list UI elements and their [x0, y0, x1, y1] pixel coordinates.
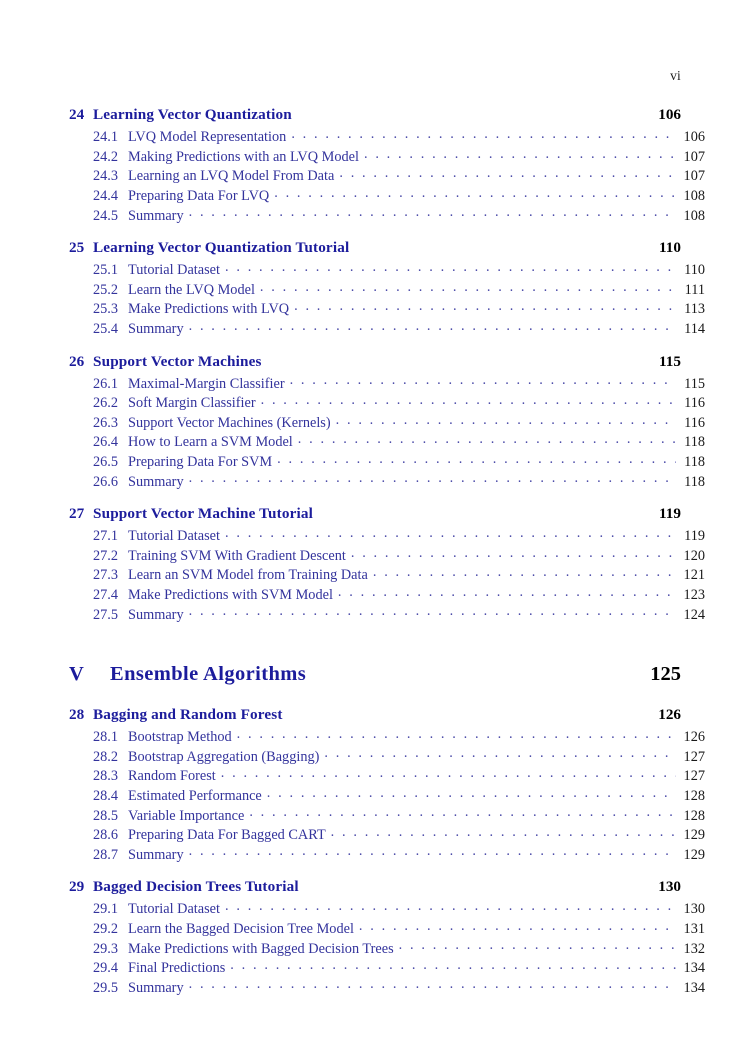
toc-section-entry-number: 29.4: [93, 960, 119, 977]
toc-section-entry[interactable]: [69, 844, 705, 864]
toc-section-entry-number: 29.5: [93, 979, 119, 996]
toc-section-entry-page-number: 108: [683, 188, 705, 205]
toc-chapter-entry-title: Support Vector Machine Tutorial: [93, 505, 313, 523]
table-of-contents: [69, 104, 705, 997]
toc-section-entry[interactable]: [69, 299, 705, 319]
toc-section-entry[interactable]: [69, 727, 705, 747]
toc-section-entry-title: Soft Margin Classifier: [128, 395, 256, 412]
toc-section-entry-number: 27.2: [93, 547, 119, 564]
toc-spacer: [69, 864, 681, 876]
dot-leader: [294, 299, 676, 313]
toc-section-entry-page-number: 114: [684, 321, 705, 338]
toc-section-entry[interactable]: [69, 373, 705, 393]
toc-chapter-entry-page-number: 115: [659, 352, 681, 370]
toc-section-entry[interactable]: [69, 746, 705, 766]
toc-chapter-entry-number: 25: [69, 239, 85, 257]
toc-section-entry-title: Final Predictions: [128, 960, 226, 977]
dot-leader: [318, 503, 649, 518]
dot-leader: [189, 471, 676, 485]
dot-leader: [399, 938, 676, 952]
dot-leader: [359, 919, 676, 933]
toc-section-entry-page-number: 116: [684, 395, 705, 412]
toc-section-entry-title: Summary: [128, 606, 184, 623]
toc-section-entry-number: 24.1: [93, 129, 119, 146]
toc-chapter-entry[interactable]: [69, 104, 681, 127]
toc-section-entry[interactable]: [69, 319, 705, 339]
toc-section-entry[interactable]: [69, 585, 705, 605]
toc-section-entry[interactable]: [69, 280, 705, 300]
toc-section-entry[interactable]: [69, 565, 705, 585]
toc-section-entry-page-number: 127: [683, 748, 705, 765]
toc-section-entry-page-number: 124: [683, 606, 705, 623]
toc-section-entry-number: 28.4: [93, 787, 119, 804]
toc-section-entry-number: 28.5: [93, 807, 119, 824]
toc-section-entry-page-number: 115: [684, 375, 705, 392]
toc-section-entry-title: Random Forest: [128, 768, 216, 785]
dot-leader: [351, 546, 676, 560]
toc-section-entry-title: Summary: [128, 321, 184, 338]
toc-section-entry-number: 28.3: [93, 768, 119, 785]
toc-section-entry-number: 29.2: [93, 920, 119, 937]
toc-chapter-entry-page-number: 106: [658, 106, 681, 124]
toc-section-entry-page-number: 113: [684, 301, 705, 318]
toc-section-entry-page-number: 127: [683, 768, 705, 785]
toc-section-entry-number: 26.1: [93, 375, 119, 392]
toc-section-entry-number: 26.2: [93, 395, 119, 412]
dot-leader: [339, 166, 676, 180]
toc-section-entry[interactable]: [69, 393, 705, 413]
toc-chapter-entry[interactable]: [69, 350, 681, 373]
toc-section-entry-page-number: 134: [683, 979, 705, 996]
toc-section-entry[interactable]: [69, 260, 705, 280]
dot-leader: [298, 432, 676, 446]
toc-section-entry-number: 26.5: [93, 454, 119, 471]
page-folio: vi: [670, 68, 681, 83]
toc-section-entry[interactable]: [69, 977, 705, 997]
toc-chapter-entry-title: Bagged Decision Trees Tutorial: [93, 878, 299, 896]
toc-section-entry-page-number: 107: [683, 148, 705, 165]
dot-leader: [221, 766, 676, 780]
dot-leader: [364, 147, 676, 161]
dot-leader: [267, 350, 649, 365]
toc-part-entry-number: V: [69, 663, 84, 686]
toc-section-entry-title: Making Predictions with an LVQ Model: [128, 148, 359, 165]
toc-section-entry-page-number: 123: [683, 586, 705, 603]
toc-section-entry-title: Maximal-Margin Classifier: [128, 375, 285, 392]
toc-section-entry-number: 28.7: [93, 846, 119, 863]
toc-section-entry-page-number: 128: [683, 787, 705, 804]
toc-section-entry-page-number: 120: [683, 547, 705, 564]
toc-chapter-entry-page-number: 110: [659, 239, 681, 257]
toc-section-entry-number: 28.2: [93, 748, 119, 765]
toc-chapter-entry-title: Support Vector Machines: [93, 352, 262, 370]
toc-spacer: [69, 225, 681, 237]
toc-chapter-entry-number: 29: [69, 878, 85, 896]
toc-section-entry[interactable]: [69, 546, 705, 566]
toc-section-entry-title: How to Learn a SVM Model: [128, 434, 293, 451]
toc-section-entry-title: Bootstrap Method: [128, 729, 232, 746]
toc-section-entry-number: 24.5: [93, 207, 119, 224]
toc-section-entry-title: Learn the Bagged Decision Tree Model: [128, 920, 354, 937]
toc-section-entry[interactable]: [69, 432, 705, 452]
dot-leader: [267, 786, 676, 800]
dot-leader: [230, 958, 676, 972]
toc-section-entry-page-number: 132: [683, 940, 705, 957]
toc-section-entry-page-number: 118: [684, 454, 705, 471]
toc-section-entry-title: Summary: [128, 979, 184, 996]
toc-chapter-entry-page-number: 130: [658, 878, 681, 896]
dot-leader: [225, 260, 676, 274]
toc-section-entry-title: Bootstrap Aggregation (Bagging): [128, 748, 320, 765]
toc-section-entry-page-number: 111: [684, 281, 705, 298]
toc-section-entry-title: Make Predictions with LVQ: [128, 301, 290, 318]
toc-section-entry[interactable]: [69, 604, 705, 624]
toc-section-entry-title: Summary: [128, 207, 184, 224]
toc-section-entry-page-number: 121: [683, 567, 705, 584]
toc-chapter-entry-title: Learning Vector Quantization Tutorial: [93, 239, 350, 257]
toc-section-entry-number: 27.4: [93, 586, 119, 603]
toc-section-entry[interactable]: [69, 805, 705, 825]
toc-chapter-entry[interactable]: [69, 876, 681, 899]
toc-chapter-entry-page-number: 126: [658, 706, 681, 724]
toc-section-entry[interactable]: [69, 205, 705, 225]
toc-section-entry-page-number: 129: [683, 827, 705, 844]
toc-section-entry-number: 26.3: [93, 414, 119, 431]
toc-section-entry-number: 26.6: [93, 473, 119, 490]
dot-leader: [274, 186, 676, 200]
dot-leader: [189, 205, 676, 219]
toc-section-entry-page-number: 107: [683, 168, 705, 185]
toc-section-entry-number: 24.4: [93, 188, 119, 205]
dot-leader: [331, 825, 676, 839]
dot-leader: [338, 585, 676, 599]
toc-section-entry[interactable]: [69, 166, 705, 186]
toc-section-entry-number: 27.5: [93, 606, 119, 623]
dot-leader: [189, 604, 676, 618]
toc-section-entry[interactable]: [69, 825, 705, 845]
toc-section-entry-number: 27.1: [93, 528, 119, 545]
toc-part-entry-page-number: 125: [650, 663, 681, 686]
dot-leader: [288, 704, 649, 719]
dot-leader: [290, 373, 676, 387]
dot-leader: [277, 452, 676, 466]
toc-section-entry-title: Support Vector Machines (Kernels): [128, 414, 331, 431]
toc-section-entry[interactable]: [69, 786, 705, 806]
toc-section-entry[interactable]: [69, 919, 705, 939]
toc-section-entry-title: Summary: [128, 846, 184, 863]
toc-section-entry-title: Summary: [128, 473, 184, 490]
toc-section-entry-page-number: 118: [684, 473, 705, 490]
toc-section-entry[interactable]: [69, 766, 705, 786]
dot-leader: [261, 393, 676, 407]
toc-section-entry-page-number: 108: [683, 207, 705, 224]
dot-leader: [324, 746, 676, 760]
dot-leader: [189, 977, 676, 991]
toc-section-entry[interactable]: [69, 471, 705, 491]
dot-leader: [354, 237, 649, 252]
toc-section-entry-number: 24.3: [93, 168, 119, 185]
toc-section-entry-title: Learn the LVQ Model: [128, 281, 255, 298]
dot-leader: [225, 899, 676, 913]
dot-leader: [297, 104, 649, 119]
toc-chapter-entry-title: Bagging and Random Forest: [93, 706, 283, 724]
toc-section-entry-number: 27.3: [93, 567, 119, 584]
toc-section-entry-number: 25.2: [93, 281, 119, 298]
toc-section-entry-title: LVQ Model Representation: [128, 129, 287, 146]
toc-chapter-entry-number: 24: [69, 106, 85, 124]
toc-section-entry-page-number: 118: [684, 434, 705, 451]
toc-chapter-entry[interactable]: [69, 503, 681, 526]
toc-section-entry-title: Make Predictions with Bagged Decision Trees: [128, 940, 394, 957]
dot-leader: [189, 319, 676, 333]
toc-chapter-entry-number: 27: [69, 505, 85, 523]
dot-leader: [237, 727, 676, 741]
toc-section-entry-number: 26.4: [93, 434, 119, 451]
toc-section-entry-title: Training SVM With Gradient Descent: [128, 547, 346, 564]
toc-spacer: [69, 491, 681, 503]
toc-section-entry-page-number: 110: [684, 262, 705, 279]
toc-section-entry-title: Estimated Performance: [128, 787, 262, 804]
toc-spacer: [69, 338, 681, 350]
toc-section-entry-title: Learning an LVQ Model From Data: [128, 168, 335, 185]
toc-section-entry-number: 25.1: [93, 262, 119, 279]
toc-section-entry-number: 25.3: [93, 301, 119, 318]
dot-leader: [291, 127, 676, 141]
toc-chapter-entry-number: 26: [69, 352, 85, 370]
toc-section-entry-number: 29.3: [93, 940, 119, 957]
toc-section-entry-number: 24.2: [93, 148, 119, 165]
toc-section-entry-page-number: 126: [683, 729, 705, 746]
toc-section-entry-page-number: 131: [683, 920, 705, 937]
dot-leader: [249, 805, 676, 819]
dot-leader: [336, 413, 676, 427]
toc-section-entry-number: 28.1: [93, 729, 119, 746]
toc-section-entry-page-number: 130: [683, 901, 705, 918]
toc-chapter-entry[interactable]: [69, 704, 681, 727]
toc-section-entry-number: 29.1: [93, 901, 119, 918]
toc-section-entry[interactable]: [69, 938, 705, 958]
toc-section-entry[interactable]: [69, 899, 705, 919]
toc-section-entry[interactable]: [69, 958, 705, 978]
toc-section-entry-title: Preparing Data For LVQ: [128, 188, 270, 205]
toc-section-entry-page-number: 119: [684, 528, 705, 545]
dot-leader: [260, 280, 676, 294]
toc-section-entry[interactable]: [69, 452, 705, 472]
dot-leader: [373, 565, 676, 579]
dot-leader: [225, 526, 676, 540]
toc-part-entry[interactable]: [69, 660, 681, 694]
toc-section-entry-title: Preparing Data For Bagged CART: [128, 827, 326, 844]
toc-chapter-entry-page-number: 119: [659, 505, 681, 523]
toc-section-entry-title: Tutorial Dataset: [128, 262, 220, 279]
toc-section-entry-page-number: 116: [684, 414, 705, 431]
dot-leader: [189, 844, 676, 858]
toc-section-entry[interactable]: [69, 526, 705, 546]
toc-part-entry-title: Ensemble Algorithms: [110, 663, 307, 686]
toc-section-entry-number: 28.6: [93, 827, 119, 844]
toc-spacer: [69, 694, 681, 704]
toc-section-entry[interactable]: [69, 186, 705, 206]
toc-section-entry[interactable]: [69, 147, 705, 167]
toc-section-entry-title: Preparing Data For SVM: [128, 454, 273, 471]
toc-section-entry-title: Make Predictions with SVM Model: [128, 586, 333, 603]
toc-section-entry-page-number: 134: [683, 960, 705, 977]
toc-section-entry-title: Tutorial Dataset: [128, 901, 220, 918]
toc-section-entry[interactable]: [69, 127, 705, 147]
toc-chapter-entry-number: 28: [69, 706, 85, 724]
toc-chapter-entry-title: Learning Vector Quantization: [93, 106, 292, 124]
dot-leader: [304, 876, 649, 891]
toc-section-entry-page-number: 128: [683, 807, 705, 824]
toc-chapter-entry[interactable]: [69, 237, 681, 260]
toc-section-entry-number: 25.4: [93, 321, 119, 338]
toc-section-entry[interactable]: [69, 413, 705, 433]
toc-section-entry-page-number: 106: [683, 129, 705, 146]
toc-section-entry-page-number: 129: [683, 846, 705, 863]
dot-leader: [311, 660, 637, 681]
toc-section-entry-title: Tutorial Dataset: [128, 528, 220, 545]
toc-section-entry-title: Variable Importance: [128, 807, 245, 824]
toc-spacer: [69, 624, 681, 660]
toc-section-entry-title: Learn an SVM Model from Training Data: [128, 567, 368, 584]
